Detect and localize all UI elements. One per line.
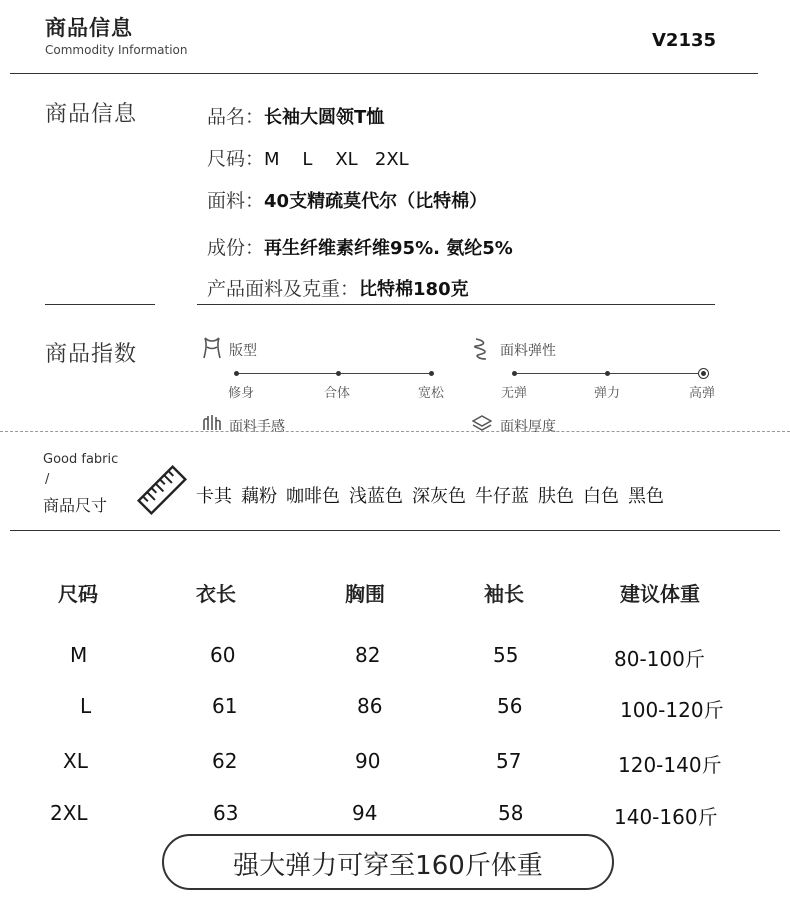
fit-scale-line <box>236 373 432 374</box>
info-row-weight <box>207 274 469 301</box>
info-label: 尺码： <box>207 148 265 170</box>
table-cell: 60 <box>210 643 236 667</box>
table-header: 衣长 <box>196 582 236 606</box>
color-option: 牛仔蓝 <box>475 486 529 507</box>
color-option: 浅蓝色 <box>349 486 403 507</box>
info-row-fabric <box>207 186 487 213</box>
info-label: 品名： <box>207 106 265 128</box>
color-option: 深灰色 <box>412 486 466 507</box>
fit-option: 宽松 <box>418 386 445 401</box>
fit-dot <box>336 371 341 376</box>
colors-divider <box>10 530 780 531</box>
color-option: 肤色 <box>538 486 574 507</box>
info-row-composition <box>207 233 513 260</box>
table-header: 建议体重 <box>620 582 700 606</box>
info-label: 产品面料及克重： <box>207 278 360 300</box>
table-cell: 120-140斤 <box>618 753 722 777</box>
elasticity-indicator <box>472 337 490 365</box>
table-cell: 82 <box>355 643 381 667</box>
ruler-icon <box>134 462 190 518</box>
good-fabric-label: Good fabric <box>43 452 119 467</box>
info-value: 再生纤维素纤维95%. 氨纶5% <box>264 238 513 259</box>
table-header: 尺码 <box>58 582 98 606</box>
info-row-name <box>207 102 384 129</box>
elasticity-selected-dot <box>698 368 709 379</box>
table-cell: 80-100斤 <box>614 647 705 671</box>
elasticity-dot <box>605 371 610 376</box>
color-option: 咖啡色 <box>286 486 340 507</box>
info-label: 成份： <box>207 237 265 259</box>
table-cell: 2XL <box>50 801 88 825</box>
elasticity-option: 弹力 <box>594 386 621 401</box>
color-option: 藕粉 <box>241 486 277 507</box>
table-cell: 140-160斤 <box>614 805 718 829</box>
elasticity-option-selected: 高弹 <box>689 386 716 401</box>
info-label: 面料： <box>207 190 265 212</box>
table-cell: 55 <box>493 643 519 667</box>
info-divider-left <box>45 304 155 305</box>
fit-dot <box>429 371 434 376</box>
table-cell: 62 <box>212 749 238 773</box>
table-header: 胸围 <box>345 582 385 606</box>
info-heading: 商品信息 <box>45 102 138 127</box>
fit-dot <box>234 371 239 376</box>
header-divider <box>10 73 758 74</box>
spring-icon <box>472 346 490 365</box>
table-cell: XL <box>63 749 88 773</box>
color-option: 白色 <box>583 486 619 507</box>
hand-icon <box>201 416 223 435</box>
index-heading: 商品指数 <box>45 342 138 367</box>
elasticity-dot <box>512 371 517 376</box>
info-value: 40支精疏莫代尔（比特棉） <box>264 191 488 212</box>
info-value: 比特棉180克 <box>359 279 469 300</box>
page-title: 商品信息 <box>45 16 133 40</box>
product-code: V2135 <box>652 30 717 51</box>
table-cell: L <box>80 694 92 718</box>
hand-feel-title: 面料手感 <box>229 419 285 435</box>
table-cell: 100-120斤 <box>620 698 724 722</box>
elasticity-option: 无弹 <box>501 386 528 401</box>
table-cell: 94 <box>352 801 378 825</box>
thickness-title: 面料厚度 <box>500 419 556 435</box>
info-value: 长袖大圆领T恤 <box>264 107 385 128</box>
table-cell: M <box>70 643 88 667</box>
table-header: 袖长 <box>484 582 524 606</box>
info-divider-right <box>197 304 715 305</box>
fit-option: 修身 <box>228 386 255 401</box>
page-subtitle: Commodity Information <box>45 43 188 57</box>
table-cell: 86 <box>357 694 383 718</box>
section-divider-dashed <box>0 431 790 432</box>
info-row-size <box>207 144 409 171</box>
slash-separator: / <box>45 472 50 487</box>
table-cell: 58 <box>498 801 524 825</box>
table-cell: 57 <box>496 749 522 773</box>
fit-title: 版型 <box>229 343 257 359</box>
color-list <box>196 482 673 508</box>
info-value: M L XL 2XL <box>264 149 409 170</box>
fit-option: 合体 <box>324 386 351 401</box>
size-label: 商品尺寸 <box>43 496 108 515</box>
fit-indicator <box>201 336 223 364</box>
color-option: 卡其 <box>196 486 232 507</box>
layers-icon <box>472 416 492 435</box>
table-cell: 61 <box>212 694 238 718</box>
elasticity-title: 面料弹性 <box>500 343 556 359</box>
table-cell: 90 <box>355 749 381 773</box>
table-cell: 63 <box>213 801 239 825</box>
thickness-indicator <box>472 415 492 435</box>
color-option: 黑色 <box>628 486 664 507</box>
table-cell: 56 <box>497 694 523 718</box>
body-shape-icon <box>201 345 223 364</box>
banner-text: 强大弹力可穿至160斤体重 <box>233 851 543 881</box>
